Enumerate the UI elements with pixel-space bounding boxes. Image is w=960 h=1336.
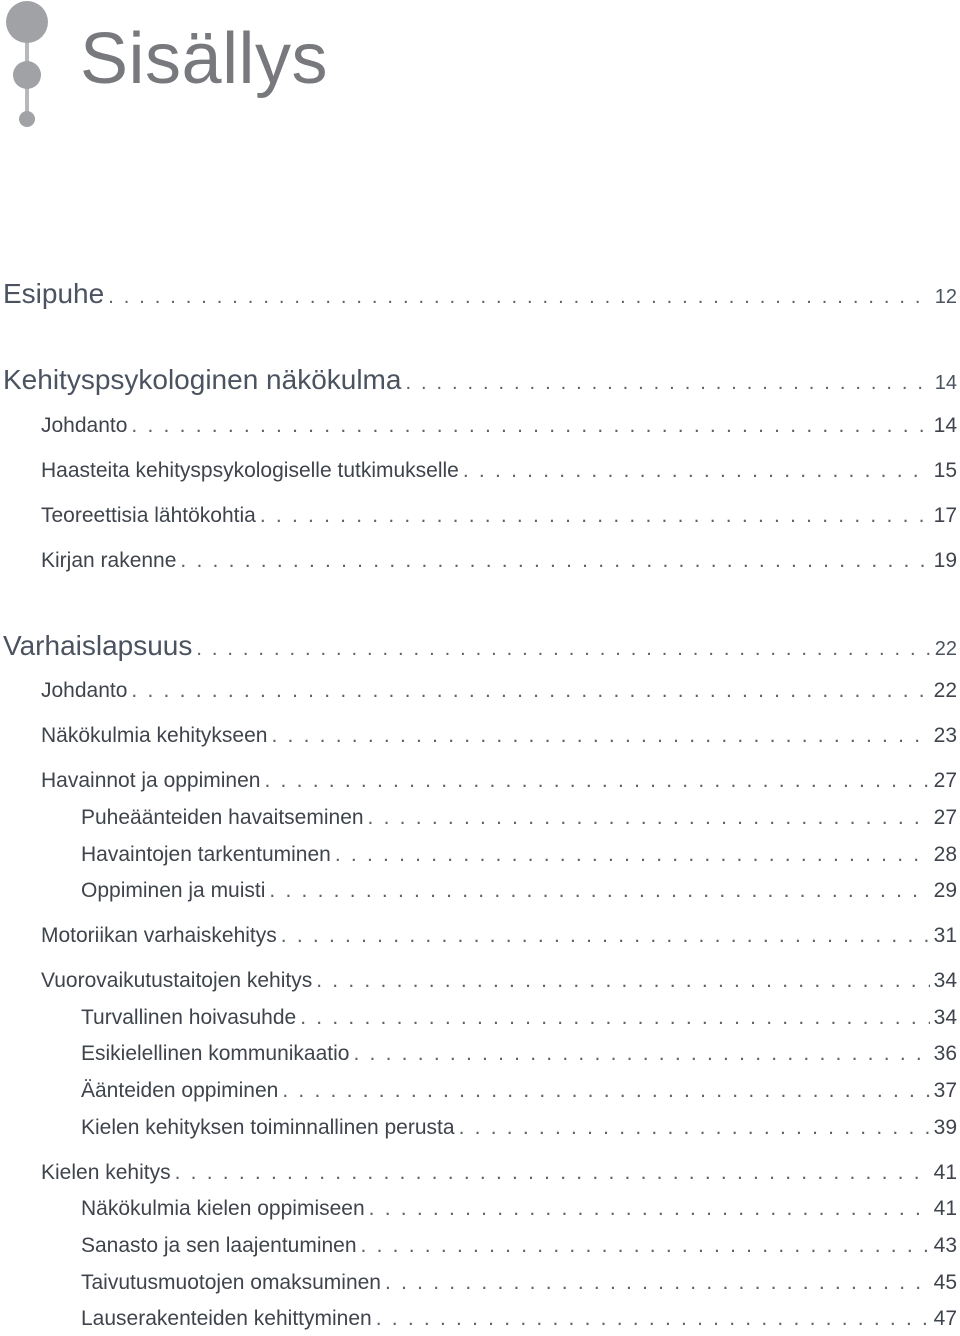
- toc-entry-page: 43: [933, 1234, 957, 1257]
- dot-leader: [108, 286, 931, 309]
- page-title: Sisällys: [80, 19, 329, 99]
- dot-leader: [260, 504, 930, 528]
- toc-entry-page: 36: [933, 1042, 957, 1065]
- toc-entry-label: Varhaislapsuus: [3, 630, 193, 661]
- toc-entry-page: 39: [933, 1116, 957, 1139]
- toc-entry-label: Näkökulmia kielen oppimiseen: [81, 1197, 365, 1220]
- toc-entry-label: Puheäänteiden havaitseminen: [81, 806, 364, 829]
- toc-entry[interactable]: [81, 1116, 957, 1140]
- toc-entry[interactable]: [81, 843, 957, 867]
- toc-entry[interactable]: [41, 769, 957, 793]
- toc-entry-page: 19: [933, 549, 957, 572]
- dot-leader: [316, 969, 929, 993]
- toc-entry-page: 47: [933, 1307, 957, 1330]
- toc-entry-page: 12: [934, 286, 957, 308]
- toc-entry-label: Näkökulmia kehitykseen: [41, 724, 268, 747]
- toc-entry-page: 22: [933, 679, 957, 702]
- dot-leader: [196, 638, 930, 661]
- toc-entry[interactable]: [81, 879, 957, 903]
- dot-leader: [361, 1234, 930, 1258]
- dot-leader: [459, 1116, 930, 1140]
- dot-leader: [131, 679, 929, 703]
- toc-entry[interactable]: [41, 504, 957, 528]
- toc-entry[interactable]: [81, 1307, 957, 1331]
- dot-leader: [131, 414, 929, 438]
- toc-entry[interactable]: [3, 278, 957, 310]
- toc-entry-page: 15: [933, 459, 957, 482]
- toc-entry[interactable]: [41, 724, 957, 748]
- toc-entry-label: Esipuhe: [3, 278, 105, 309]
- toc-entry-page: 37: [933, 1079, 957, 1102]
- toc-entry[interactable]: [41, 459, 957, 483]
- toc-entry-page: 27: [933, 806, 957, 829]
- dot-leader: [180, 549, 929, 573]
- toc-entry-label: Kielen kehitys: [41, 1161, 171, 1184]
- dot-leader: [264, 769, 929, 793]
- toc-entry-label: Sanasto ja sen laajentuminen: [81, 1234, 357, 1257]
- dot-leader: [463, 459, 930, 483]
- toc-entry-page: 22: [934, 638, 957, 660]
- dot-leader: [175, 1161, 930, 1185]
- toc-entry[interactable]: [81, 1006, 957, 1030]
- toc-entry-label: Kielen kehityksen toiminnallinen perusta: [81, 1116, 455, 1139]
- toc-entry[interactable]: [3, 364, 957, 396]
- toc-entry[interactable]: [81, 1234, 957, 1258]
- dot-leader: [405, 372, 930, 395]
- toc-entry-page: 23: [933, 724, 957, 747]
- toc-entry[interactable]: [41, 414, 957, 438]
- toc-entry-page: 45: [933, 1271, 957, 1294]
- toc-entry-label: Taivutusmuotojen omaksuminen: [81, 1271, 381, 1294]
- toc-entry-page: 41: [933, 1161, 957, 1184]
- dot-leader: [385, 1271, 930, 1295]
- toc-entry-label: Kirjan rakenne: [41, 549, 177, 572]
- toc-entry-page: 27: [933, 769, 957, 792]
- toc-entry[interactable]: [81, 1079, 957, 1103]
- toc-entry-label: Kehityspsykologinen näkökulma: [3, 364, 402, 395]
- toc-entry-label: Johdanto: [41, 679, 128, 702]
- toc-entry-label: Lauserakenteiden kehittyminen: [81, 1307, 372, 1330]
- toc-entry-label: Johdanto: [41, 414, 128, 437]
- toc-entry[interactable]: [81, 1042, 957, 1066]
- toc-entry-page: 34: [933, 969, 957, 992]
- toc-entry[interactable]: [41, 924, 957, 948]
- toc-entry-label: Havaintojen tarkentuminen: [81, 843, 331, 866]
- toc-entry-page: 31: [933, 924, 957, 947]
- toc-entry-page: 17: [933, 504, 957, 527]
- toc-entry-label: Motoriikan varhaiskehitys: [41, 924, 277, 947]
- toc-entry[interactable]: [81, 806, 957, 830]
- toc-entry-label: Turvallinen hoivasuhde: [81, 1006, 297, 1029]
- toc-entry[interactable]: [81, 1197, 957, 1221]
- toc-entry-label: Havainnot ja oppiminen: [41, 769, 261, 792]
- toc-entry-label: Oppiminen ja muisti: [81, 879, 266, 902]
- toc-entry[interactable]: [41, 549, 957, 573]
- dot-leader: [269, 879, 929, 903]
- dot-leader: [368, 806, 930, 830]
- toc-entry-page: 28: [933, 843, 957, 866]
- dot-leader: [281, 924, 930, 948]
- dot-leader: [271, 724, 929, 748]
- dot-leader: [300, 1006, 929, 1030]
- toc-entry-label: Äänteiden oppiminen: [81, 1079, 279, 1102]
- toc-entry[interactable]: [81, 1271, 957, 1295]
- dot-leader: [369, 1197, 930, 1221]
- dot-leader: [335, 843, 930, 867]
- toc-entry-label: Teoreettisia lähtökohtia: [41, 504, 256, 527]
- toc-entry-page: 41: [933, 1197, 957, 1220]
- toc-entry-page: 14: [933, 414, 957, 437]
- toc-entry[interactable]: [41, 679, 957, 703]
- toc-entry[interactable]: [41, 969, 957, 993]
- toc-entry-page: 14: [934, 372, 957, 394]
- toc-entry-page: 34: [933, 1006, 957, 1029]
- toc-entry-page: 29: [933, 879, 957, 902]
- toc-entry-label: Haasteita kehityspsykologiselle tutkimukselle: [41, 459, 459, 482]
- dot-leader: [282, 1079, 929, 1103]
- dot-leader: [376, 1307, 930, 1331]
- toc-entry-label: Vuorovaikutustaitojen kehitys: [41, 969, 313, 992]
- toc-entry-label: Esikielellinen kommunikaatio: [81, 1042, 350, 1065]
- toc-entry[interactable]: [3, 630, 957, 662]
- toc-entry[interactable]: [41, 1161, 957, 1185]
- dot-leader: [353, 1042, 929, 1066]
